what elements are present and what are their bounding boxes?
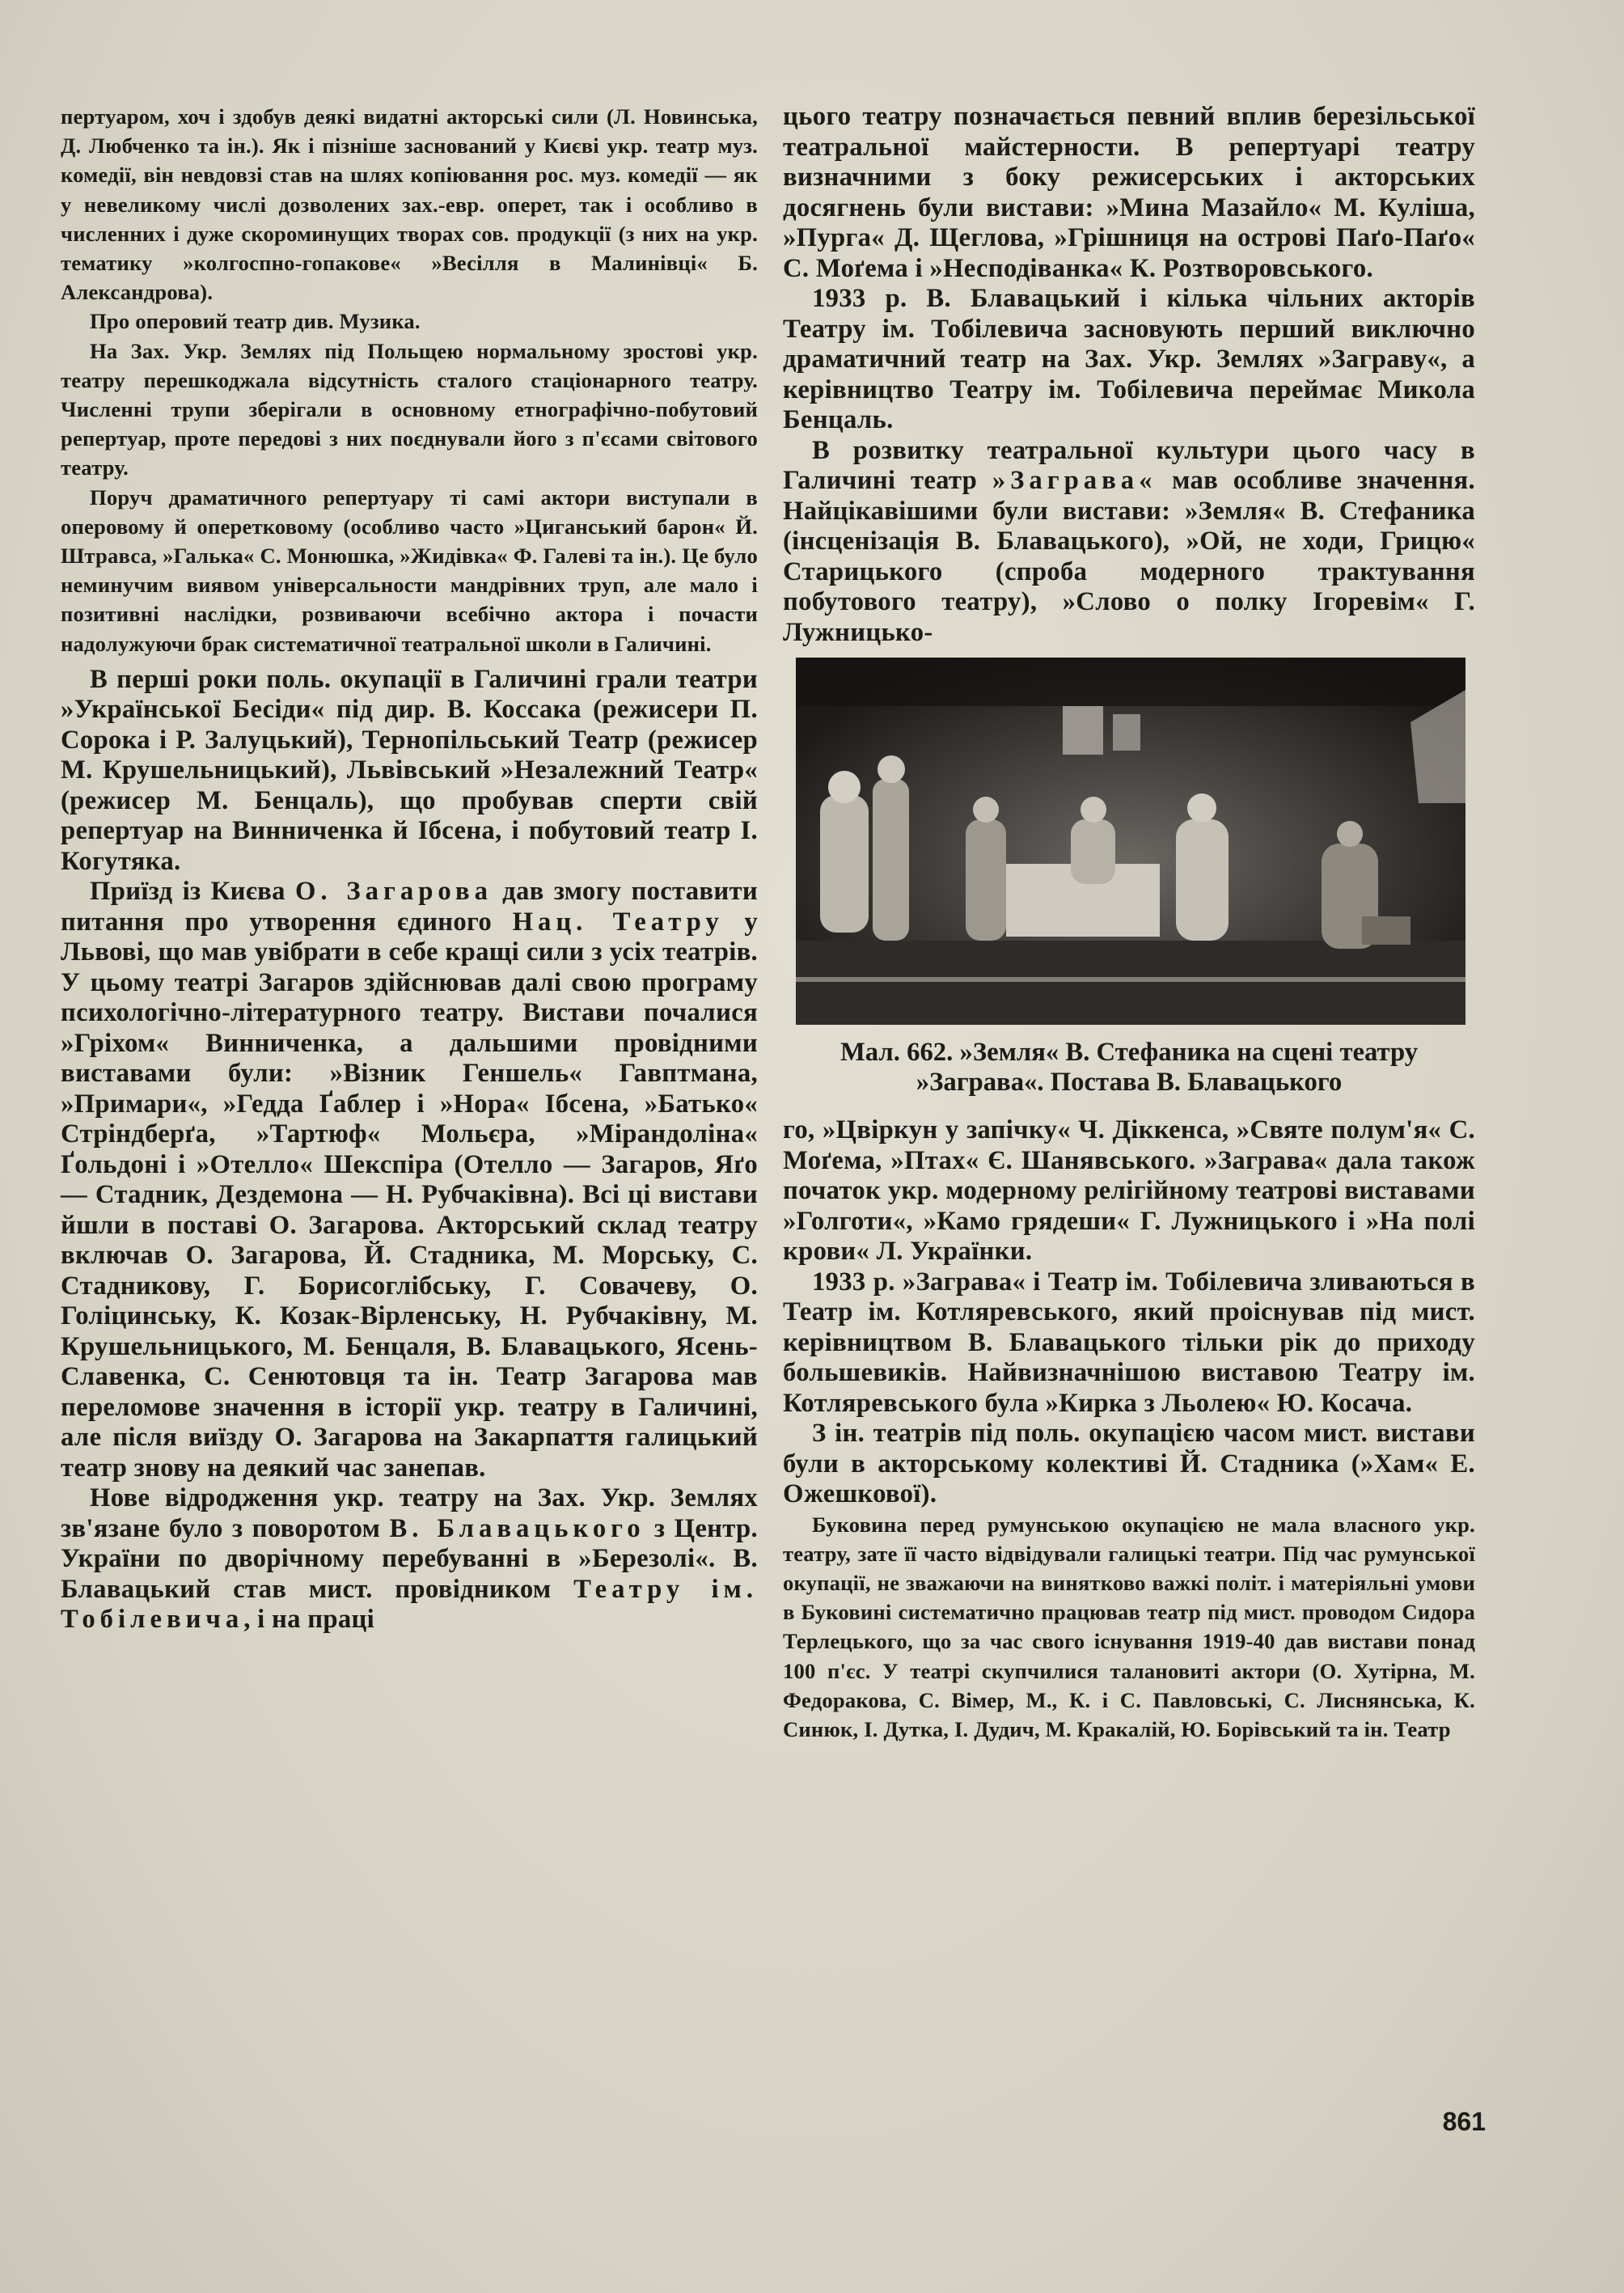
spaced-name: О. Загарова (294, 877, 493, 907)
paragraph (61, 1483, 758, 1635)
paragraph: го, »Цвіркун у запічку« Ч. Діккенса, »Святе полум'я« С. Моґема, »Птах« Є. Шанявського. »Заграва« дала також початок укр. модерному релігійному театрові виставами »Голготи«, »Камо грядеши« Г. Лужницького і »На полі крови« Л. Українки. (783, 1115, 1475, 1266)
small-paragraph: пертуаром, хоч і здобув деякі видатні акторські сили (Л. Новинська, Д. Любченко та ін.). Як і пізніше заснований у Києві укр. театр муз. комедії, він невдовзі став на шлях копіювання рос. муз. комедії — як у невеликому числі дозволених зах.-евр. оперет, так і особливо в численних і дуже скороминущих творах сов. продукції (з них на укр. тематику »колгоспно-гопакове« »Весілля в Малинівці« Б. Александрова). (61, 104, 758, 305)
text-run: Нове відродження укр. театру на Зах. Укр. Землях зв'язане було з поворотом (61, 1483, 758, 1543)
small-paragraph: Буковина перед румунською окупацією не мала власного укр. театру, зате її часто відвідували галицькі театри. Під час румунської окупації, не зважаючи на винятково важкі політ. і матеріяльні умови в Буковині систематично працював театр під мист. проводом Сидора Терлецького, що за час свого існування 1919-40 дав вистави понад 100 п'єс. У театрі скупчилися талановиті актори (О. Хутірна, М. Федоракова, С. Вімер, М., К. і С. Павловські, С. Лиснянська, К. Синюк, І. Дутка, І. Дудич, М. Кракалій, Ю. Борівський та ін. Театр (783, 1512, 1475, 1741)
spaced-name: В. Блавацького (389, 1513, 645, 1543)
small-paragraph: Про оперовий театр див. Музика. (90, 309, 421, 334)
stage-photo-illustration (796, 658, 1465, 1025)
spaced-name: Нац. Театру (512, 907, 724, 937)
paragraph (783, 436, 1475, 649)
left-column (61, 102, 758, 1635)
text-run: мав особливе значення. Найцікавішими були вистави: »Земля« В. Стефаника (інсценізація В. Блавацького), »Ой, не ходи, Грицю« Старицького (спроба модерного трактування побутового театру), »Слово о полку Ігоревім« Г. Лужницько- (783, 466, 1476, 647)
small-paragraph: На Зах. Укр. Землях під Польщею нормальному зростові укр. театру перешкоджала відсутність сталого стаціонарного театру. Численні трупи зберігали в основному етнографічно-побутовий репертуар, проте передові з них поєднували його з п'єсами світового театру. (61, 338, 758, 480)
right-column (783, 102, 1475, 1744)
spaced-name: Театру ім. Тобілевича (61, 1574, 758, 1635)
text-run: , і на праці (243, 1605, 375, 1635)
paragraph: З ін. театрів під поль. окупацією часом мист. вистави були в акторському колективі Й. Стадника (»Хам« Е. Ожешкової). (783, 1419, 1475, 1508)
text-run: у Львові, що мав увібрати в себе кращі сили з усіх театрів. У цьому театрі Загаров здійснював далі свою програму психологічно-літературного театру. Вистави почалися »Гріхом« Винниченка, а дальшими провідними виставами були: »Візник Геншель« Гавптмана, »Примари«, »Гедда Ґаблер і »Нора« Ібсена, »Батько« Стріндберґа, »Тартюф« Мольєра, »Мірандоліна« Ґольдоні і »Отелло« Шекспіра (Отелло — Загаров, Яґо — Стадник, Дездемона — Н. Рубчаківна). Всі ці вистави йшли в поставі О. Загарова. Акторський склад театру включав О. Загарова, Й. Стадника, М. Морську, С. Стадникову, Г. Борисоглібську, Г. Совачеву, О. Голіцинську, К. Козак-Вірленську, Н. Рубчаківну, М. Крушельницького, М. Бенцаля, В. Блавацького, Ясень-Славенка, С. Сенютовця та ін. Театр Загарова мав переломове значення в історії укр. театру в Галичині, але після виїзду О. Загарова на Закарпаття галицький театр знову на деякий час занепав. (61, 907, 758, 1483)
spaced-name: »Заграва« (992, 466, 1157, 495)
page-number: 861 (1442, 2107, 1486, 2136)
paragraph: цього театру позначається певний вплив березільської театральної майстерности. В репертуарі театру визначними з боку режисерських і акторських досягнень були вистави: »Мина Мазайло« М. Куліша, »Пурга« Д. Щеглова, »Грішниця на острові Паґо-Паґо« С. Моґема і »Несподіванка« К. Розтворовського. (783, 102, 1475, 283)
text-run: дав змогу поставити питання про утворення єдиного (61, 877, 759, 937)
text-run: з Центр. України по дворічному перебуванні в »Березолі«. В. Блавацький став мист. провідником (61, 1513, 758, 1604)
stage-photo (796, 658, 1465, 1025)
paragraph: В перші роки поль. окупації в Галичині грали театри »Української Бесіди« під дир. В. Коссака (режисери П. Сорока і Р. Залуцький), Тернопільський Театр (режисер М. Крушельницький), Львівський »Незалежний Театр« (режисер М. Бенцаль), що пробував сперти свій репертуар на Винниченка й Ібсена, і побутовий театр І. Когутяка. (61, 664, 758, 876)
paragraph: 1933 р. В. Блавацький і кілька чільних акторів Театру ім. Тобілевича засновують перший виключно драматичний театр на Зах. Укр. Землях »Заграву«, а керівництво Театру ім. Тобілевича переймає Микола Бенцаль. (783, 284, 1475, 434)
small-paragraph: Поруч драматичного репертуару ті самі актори виступали в оперовому й оперетковому (особливо часто »Циганський барон« Й. Штравса, »Галька« С. Монюшка, »Жидівка« Ф. Галеві та ін.). Це було неминучим виявом універсальности мандрівних труп, але мало і позитивні наслідки, розвиваючи всебічно актора і почасти надолужуючи брак систематичної театральної школи в Галичині. (61, 484, 758, 656)
text-run: Приїзд із Києва (90, 877, 295, 907)
paragraph (61, 877, 758, 1483)
text-run: В розвитку театральної культури цього часу в Галичині театр (783, 435, 1475, 495)
paragraph: 1933 р. »Заграва« і Театр ім. Тобілевича зливаються в Театр ім. Котляревського, який проіснував під мист. керівництвом В. Блавацького тільки рік до приходу большевиків. Найвизначнішою виставою Театру ім. Котляревського була »Кирка з Льолею« Ю. Косача. (783, 1267, 1475, 1418)
figure-caption: Мал. 662. »Земля« В. Стефаника на сцені театру »Заграва«. Постава В. Блавацького (839, 1038, 1419, 1097)
